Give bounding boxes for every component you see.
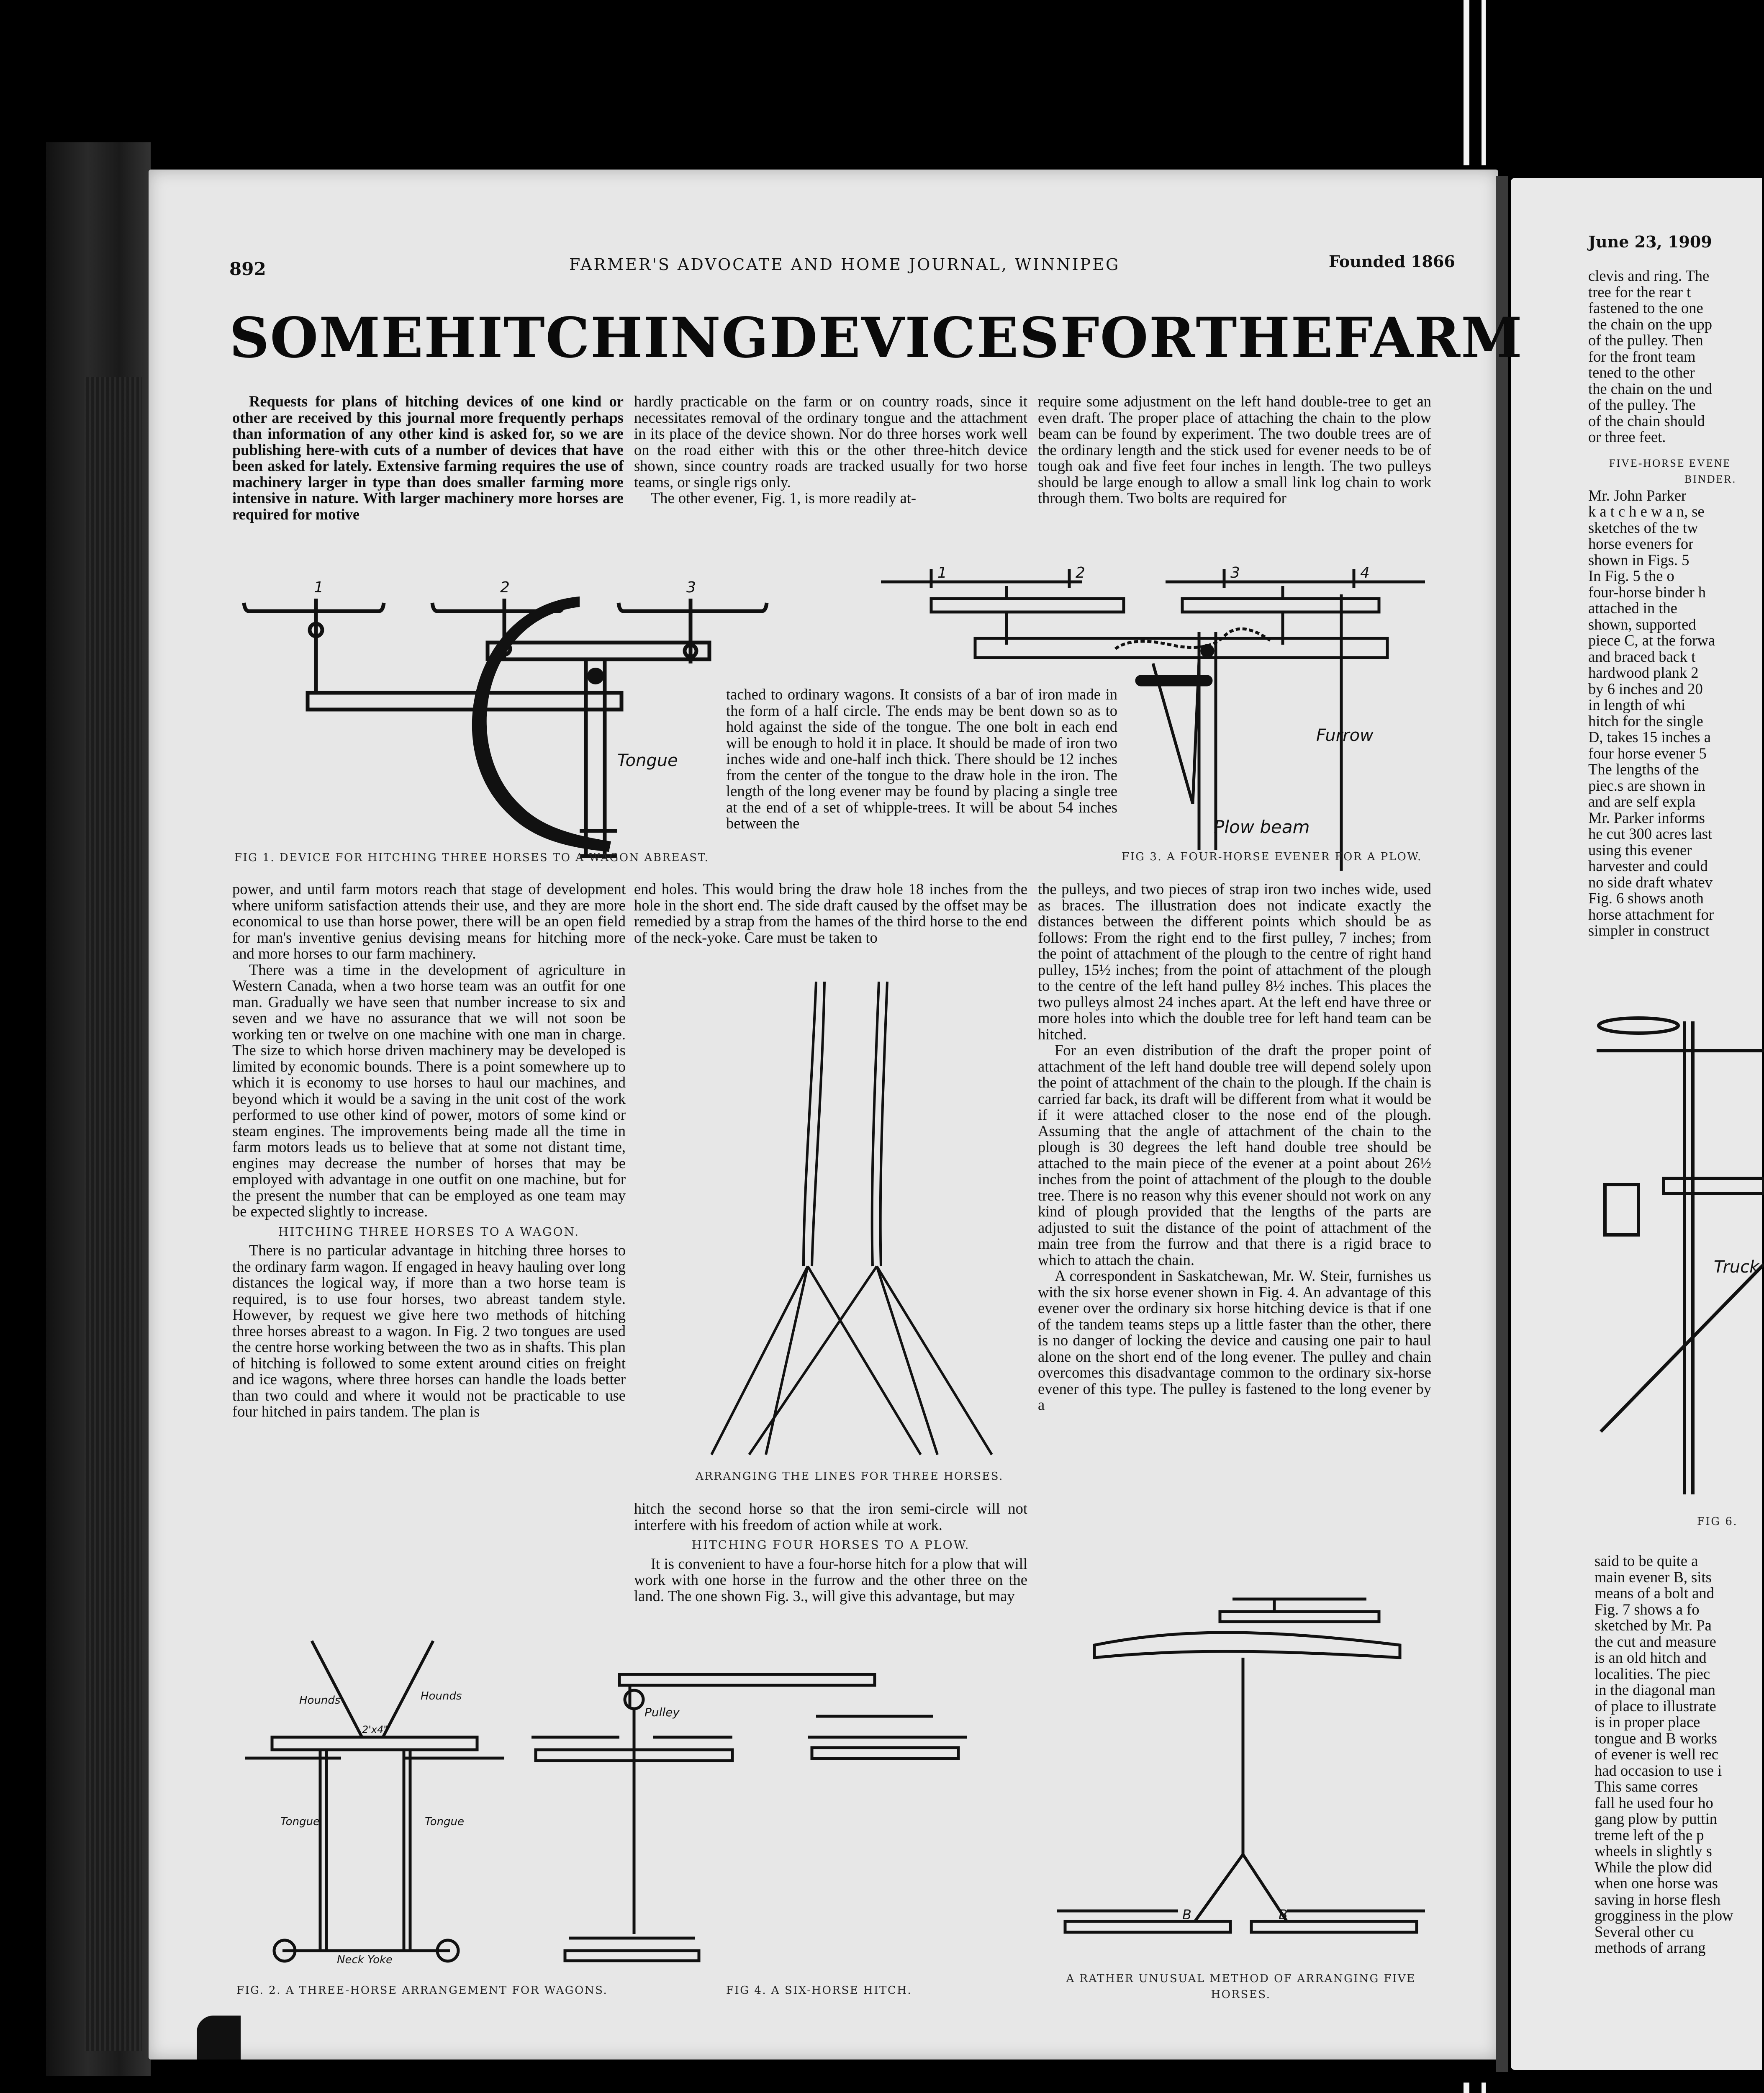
text-line: when one horse was <box>1595 1874 1718 1892</box>
text-line: main evener B, sits <box>1595 1568 1712 1586</box>
text-line: fastened to the one <box>1588 299 1703 316</box>
scanner-rule-bottom-1 <box>1464 2083 1469 2093</box>
subhead-three-horses-wagon: HITCHING THREE HORSES TO A WAGON. <box>278 1224 580 1239</box>
text-line: of evener is well rec <box>1595 1746 1718 1763</box>
title-word: SOME <box>229 306 424 370</box>
paragraph: A correspondent in Saskatchewan, Mr. W. Steir, furnishes us with the six horse evener shown in Fig. 4. An advantage of this evener over the ordinary six horse hitching device is that if one of the tandem teams steps up a little faster than the other, there is no danger of locking the device and causing one pair to haul alone on the short end of the long evener. The pulley and chain overcomes this disadvantage common to the ordinary six-horse evener of this type. The pulley is fastened to the long evener by a <box>1038 1267 1431 1413</box>
text-line: of the chain should <box>1588 412 1705 429</box>
text-line: In Fig. 5 the o <box>1588 567 1674 584</box>
scanner-rule-top-2 <box>1482 0 1486 165</box>
text-line: While the plow did <box>1595 1858 1712 1876</box>
paragraph: There is no particular advantage in hitching three horses to the ordinary farm wagon. If engaged in heavy hauling over long distances the logical way, if more than a two horse team is required, is to use four horses, two abreast tandem style. However, by request we give here two methods of hitching three horses abreast to a wagon. In Fig. 2 two tongues are used the centre horse working between the two as in shafts. This plan of hitching is followed to some extent around cities on freight and ice wagons, where three horses can handle the loads better than two could and where it would not be practicable to use four hitched in pairs tandem. The plan is <box>232 1242 626 1420</box>
five-fig-caption-2: HORSES. <box>1211 1988 1271 2001</box>
paragraph: the pulleys, and two pieces of strap iron two inches wide, used as braces. The illustration does not indicate exactly the distances between the different points which should be as follows: From the right end to the first pulley, 7 inches; from the point of attachment of the plough to the centre of right hand pulley, 15½ inches; from the point of attachment of the plough to the centre of the left hand pulley 8½ inches. This places the two pulleys almost 24 inches apart. At the left end have three or more holes into which the double tree for left hand team can be hitched. <box>1038 880 1431 1043</box>
text-line: he cut 300 acres last <box>1588 825 1712 842</box>
col1-body <box>232 881 626 1635</box>
title-word: FOR <box>1060 306 1196 370</box>
fig3-label-furrow: Furrow <box>1316 726 1374 745</box>
text-line: shown in Figs. 5 <box>1588 551 1690 568</box>
fig4-caption: FIG 4. A SIX-HORSE HITCH. <box>726 1984 912 1997</box>
col2-bottom <box>634 1501 1027 1660</box>
text-line: the chain on the und <box>1588 380 1712 397</box>
col1-intro <box>232 393 624 550</box>
fig2-caption: FIG. 2. A THREE-HORSE ARRANGEMENT FOR WAGONS. <box>236 1984 608 1997</box>
fig2-label-tongue-right: Tongue <box>425 1815 465 1828</box>
text-line: piec.s are shown in <box>1588 777 1705 794</box>
scanner-rule-bottom-2 <box>1482 2083 1486 2093</box>
page-number: 892 <box>229 259 266 279</box>
col2-fig1-continuation <box>726 687 1117 881</box>
right-page-date: June 23, 1909 <box>1588 232 1712 251</box>
text-line: shown, supported <box>1588 615 1696 633</box>
five-fig-label-b2: B <box>1279 1907 1288 1923</box>
text-line: grogginess in the plow <box>1595 1907 1733 1924</box>
paragraph: power, and until farm motors reach that stage of development where uniform satisfaction attends their use, and they are more economical to use than horse power, there will be an open field for man's inventive genius devising means for hitching more and more horses to our farm machinery. <box>232 880 626 962</box>
text-line: wheels in slightly s <box>1595 1842 1712 1859</box>
right-page-col-bottom <box>1595 1553 1733 1956</box>
text-line: attached in the <box>1588 599 1677 617</box>
text-line: methods of arrang <box>1595 1939 1706 1956</box>
text-line: four horse evener 5 <box>1588 744 1707 762</box>
paragraph: For an even distribution of the draft the proper point of attachment of the left hand double tree will depend solely upon the point of attachment of the chain to the plough. If the chain is carried far back, its draft will be different from what it would be if it were attached closer to the nose end of the plough. Assuming that the angle of attachment of the chain to the plough is 30 degrees the left hand double tree should be attached to the main piece of the evener at a point about 26½ inches from the point of attachment of the plough to the double tree. There is no reason why this evener should not work on any kind of plough provided that the lengths of the parts are adjusted to suit the distance of the point of attachment of the main tree from the furrow and that there is a rigid brace to which to attach the chain. <box>1038 1041 1431 1268</box>
text-line: the cut and measure <box>1595 1633 1716 1650</box>
text-line: using this evener <box>1588 841 1692 859</box>
paragraph: It is convenient to have a four-horse hitch for a plow that will work with one horse in the furrow and the other three on the land. The one shown Fig. 3., will give this advantage, but may <box>634 1555 1027 1604</box>
text-line: tongue and B works <box>1595 1729 1717 1747</box>
fig3-label-4: 4 <box>1360 564 1370 581</box>
text-line: Several other cu <box>1595 1923 1694 1940</box>
text-line: in the diagonal man <box>1595 1681 1715 1698</box>
scanner-rule-top-1 <box>1464 0 1469 165</box>
text-line: This same corres <box>1595 1778 1698 1795</box>
text-line: k a t c h e w a n, se <box>1588 503 1705 520</box>
title-word: HITCHING <box>424 306 770 370</box>
fig6-caption: FIG 6. <box>1697 1515 1738 1528</box>
text-line: four-horse binder h <box>1588 583 1706 601</box>
text-line: no side draft whatev <box>1588 873 1713 891</box>
text-line: gang plow by puttin <box>1595 1810 1717 1827</box>
fig6-horse-attachment <box>1588 1013 1764 1503</box>
fig2-three-horse-wagon-arrangement <box>236 1633 504 1988</box>
paragraph: Requests for plans of hitching devices of one kind or other are received by this journal more frequently perhaps than information of any other kind is asked for, so we are publishing here-with cuts of a number of devices that have been asked for lately. Extensive farming requires the use of machinery larger in type than does smaller farming more intensive in nature. With larger machinery more horses are required for motive <box>232 393 624 523</box>
subhead-four-horses-plow: HITCHING FOUR HORSES TO A PLOW. <box>691 1538 970 1552</box>
fig6-label-truck: Truck <box>1714 1257 1759 1277</box>
text-line: of the pulley. The <box>1588 396 1696 413</box>
fig2-label-neckyoke: Neck Yoke <box>337 1954 393 1966</box>
text-line: simpler in construct <box>1588 922 1710 939</box>
fig1-caption: FIG 1. DEVICE FOR HITCHING THREE HORSES TO A WAGON ABREAST. <box>234 851 709 864</box>
text-line: clevis and ring. The <box>1588 267 1710 284</box>
right-page-col-top <box>1588 268 1736 939</box>
text-line: hardwood plank 2 <box>1588 664 1699 681</box>
text-line: D, takes 15 inches a <box>1588 728 1711 746</box>
page-gutter <box>1496 176 1508 2072</box>
fig2-label-hounds-left: Hounds <box>299 1694 341 1707</box>
text-line: of the pulley. Then <box>1588 332 1703 349</box>
text-line: Mr. Parker informs <box>1588 809 1705 826</box>
text-line: Mr. John Parker <box>1588 486 1687 504</box>
text-line: is an old hitch and <box>1595 1649 1707 1666</box>
fig1-label-3: 3 <box>686 579 696 596</box>
fig3-caption: FIG 3. A FOUR-HORSE EVENER FOR A PLOW. <box>1122 851 1422 863</box>
right-subhead: FIVE-HORSE EVENE <box>1609 457 1731 469</box>
text-line: said to be quite a <box>1595 1552 1698 1569</box>
running-head: FARMER'S ADVOCATE AND HOME JOURNAL, WINNIPEG <box>569 255 1120 274</box>
text-line: saving in horse flesh <box>1595 1890 1721 1908</box>
fig-arranging-lines <box>703 982 1004 1471</box>
book-page-edges <box>84 377 142 2051</box>
article-title <box>229 306 1523 370</box>
paragraph: end holes. This would bring the draw hole 18 inches from the hole in the short end. The side draft caused by the offset may be remedied by a strap from the hames of the third horse to the end of the neck-yoke. Care must be taken to <box>634 880 1027 946</box>
fig1-three-horse-wagon-device <box>241 580 743 881</box>
title-word: THE <box>1196 306 1334 370</box>
fig2-label-hounds-right: Hounds <box>421 1690 462 1702</box>
title-word: FARM <box>1333 306 1523 370</box>
col2-body <box>634 881 1027 990</box>
text-line: harvester and could <box>1588 857 1708 874</box>
text-line: sketched by Mr. Pa <box>1595 1617 1712 1634</box>
text-line: means of a bolt and <box>1595 1584 1714 1602</box>
text-line: The lengths of the <box>1588 761 1699 778</box>
fig2-label-tongue-left: Tongue <box>280 1815 320 1828</box>
fig1-label-tongue: Tongue <box>617 751 678 770</box>
text-line: treme left of the p <box>1595 1826 1704 1844</box>
text-line: tened to the other <box>1588 364 1695 381</box>
text-line: fall he used four ho <box>1595 1794 1713 1811</box>
text-line: Fig. 7 shows a fo <box>1595 1600 1700 1618</box>
fig3-label-1: 1 <box>937 564 947 581</box>
fig3-label-2: 2 <box>1076 564 1085 581</box>
fig3-label-3: 3 <box>1230 564 1240 581</box>
title-word: DEVICES <box>769 306 1060 370</box>
five-fig-label-b1: B <box>1182 1907 1191 1923</box>
five-fig-caption-1: A RATHER UNUSUAL METHOD OF ARRANGING FIVE <box>1066 1972 1416 1985</box>
right-subhead-2: BINDER. <box>1684 473 1737 485</box>
paragraph: There was a time in the development of agriculture in Western Canada, when a two horse team was an outfit for one man. Gradually we have seen that number increase to six and seven and we have no assurance that we will not soon be working ten or twelve on one machine with one man in charge. The size to which horse driven machinery may be developed is limited by economic bounds. There is a point somewhere up to which it is economy to use horses to haul our machines, and beyond which it would be a saving in the unit cost of the work performed to use other kind of power, motors of some kind or steam engines. The improvements being made all the time in farm motors leads us to believe that at some not distant time, engines may decrease the number of horses that may be employed with advantage in one outfit on one machine, but for the present the number that can be employed as one team may be expected slightly to increase. <box>232 961 626 1220</box>
text-line: tree for the rear t <box>1588 283 1691 301</box>
paragraph: hardly practicable on the farm or on country roads, since it necessitates removal of the ordinary tongue and the attachment in its place of the device shown. Nor do three horses work well on the road either with this or the other three-hitch device shown, since country roads are tracked usually for two horse teams, or single rigs only. <box>634 393 1027 491</box>
paragraph: require some adjustment on the left hand double-tree to get an even draft. The proper place of attaching the chain to the plow beam can be found by experiment. The two double trees are of the ordinary length and the stick used for evener needs to be of tough oak and five feet four inches in length. The two pulleys should be large enough to allow a small link log chain to work through them. Two bolts are required for <box>1038 393 1431 507</box>
corner-clip <box>197 2016 241 2060</box>
text-line: sketches of the tw <box>1588 519 1698 536</box>
text-line: Fig. 6 shows anoth <box>1588 890 1704 907</box>
fig1-label-2: 2 <box>500 579 510 596</box>
text-line: horse attachment for <box>1588 905 1714 923</box>
founded-note: Founded 1866 <box>1329 252 1455 271</box>
text-line: horse eveners for <box>1588 535 1694 552</box>
text-line: and are self expla <box>1588 793 1696 810</box>
fig3-label-plowbeam: Plow beam <box>1214 817 1310 837</box>
text-line: hitch for the single <box>1588 712 1703 730</box>
text-line: in length of whi <box>1588 696 1686 713</box>
text-line: or three feet. <box>1588 428 1666 445</box>
fig2-label-dim: 2'x4" <box>362 1724 388 1736</box>
text-line: is in proper place <box>1595 1713 1700 1730</box>
col3-intro <box>1038 393 1431 550</box>
lines-fig-caption: ARRANGING THE LINES FOR THREE HORSES. <box>696 1470 1004 1483</box>
col3-body <box>1038 881 1431 1586</box>
text-line: of place to illustrate <box>1595 1697 1716 1715</box>
text-line: had occasion to use i <box>1595 1761 1722 1779</box>
fig4-six-horse-hitch <box>515 1662 967 1980</box>
text-line: localities. The piec <box>1595 1665 1710 1682</box>
paragraph: The other evener, Fig. 1, is more readily at- <box>651 489 917 507</box>
text-line: for the front team <box>1588 347 1696 365</box>
fig4-label-pulley: Pulley <box>644 1705 680 1719</box>
text-line: by 6 inches and 20 <box>1588 680 1703 697</box>
paragraph: hitch the second horse so that the iron semi-circle will not interfere with his freedom of action while at work. <box>634 1500 1027 1533</box>
text-line: piece C, at the forwa <box>1588 632 1715 649</box>
col2-intro <box>634 393 1027 550</box>
paragraph: tached to ordinary wagons. It consists of a bar of iron made in the form of a half circle. The ends may be bent down so as to hold against the side of the tongue. The one bolt in each end will be enough to hold it in place. It should be made of iron two inches wide and one-half inch thick. There should be 12 inches from the center of the tongue to the draw hole in the iron. The length of the long evener may be found by placing a single tree at the end of a set of whipple-trees. It will be about 54 inches between the <box>726 686 1117 832</box>
text-line: and braced back t <box>1588 648 1696 665</box>
fig-five-horses-arrangement <box>1053 1586 1429 1946</box>
fig1-label-1: 1 <box>314 579 324 596</box>
text-line: the chain on the upp <box>1588 315 1712 333</box>
